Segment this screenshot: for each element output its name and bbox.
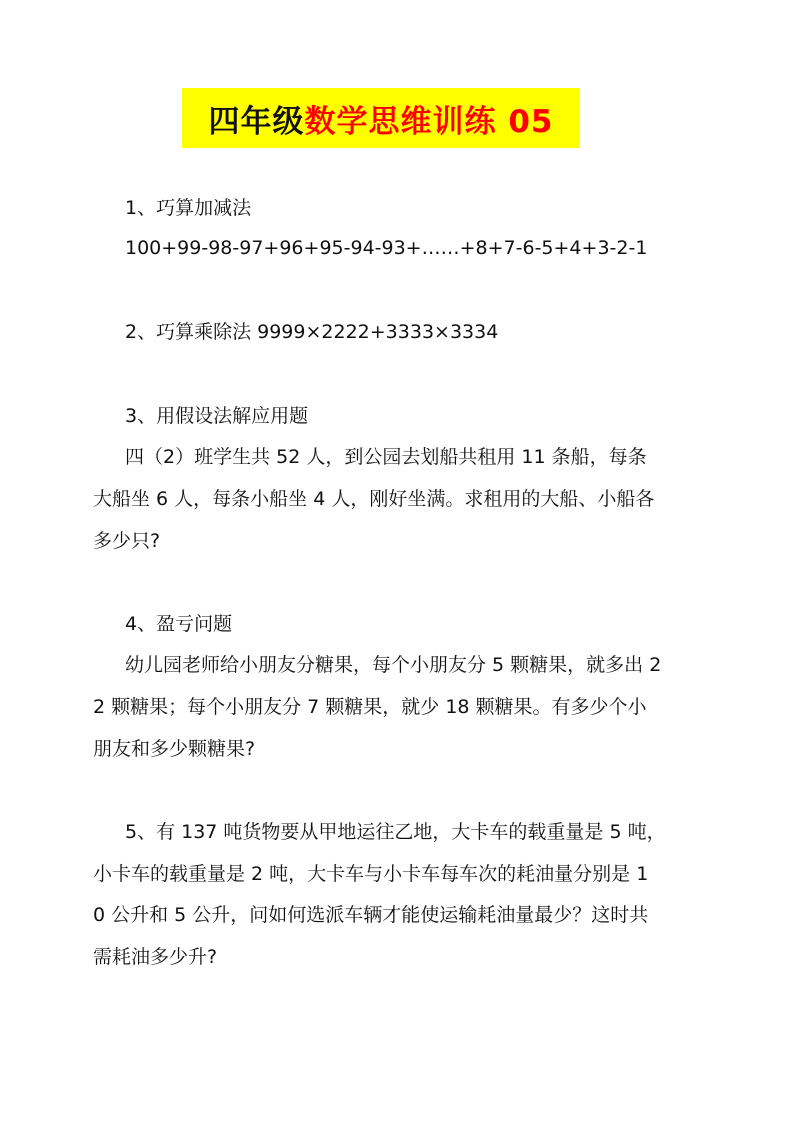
q2-heading: 2、巧算乘除法 9999×2222+3333×3334 [125,321,499,343]
q3-line-3: 多少只? [93,530,161,552]
q5-line-3: 0 公升和 5 公升，问如何选派车辆才能使运输耗油量最少？这时共 [93,904,649,926]
q3-heading: 3、用假设法解应用题 [125,405,309,427]
q4-line-3: 朋友和多少颗糖果? [93,738,256,760]
q5-line-2: 小卡车的载重量是 2 吨，大卡车与小卡车每车次的耗油量分别是 1 [93,863,649,885]
q4-line-2: 2 颗糖果；每个小朋友分 7 颗糖果，就少 18 颗糖果。有多少个小 [93,696,647,718]
title-banner [182,88,580,148]
q4-line-1: 幼儿园老师给小朋友分糖果，每个小朋友分 5 颗糖果，就多出 2 [125,654,662,676]
q3-line-2: 大船坐 6 人，每条小船坐 4 人，刚好坐满。求租用的大船、小船各 [93,488,655,510]
q1-heading: 1、巧算加减法 [125,197,252,219]
title-subject: 数学思维训练 05 [304,103,554,140]
q4-heading: 4、盈亏问题 [125,613,233,635]
q1-body: 100+99-98-97+96+95-94-93+……+8+7-6-5+4+3-2-1 [125,237,648,259]
title-grade: 四年级 [208,103,305,140]
page-title [209,96,554,141]
q5-line-4: 需耗油多少升? [93,946,218,968]
q3-line-1: 四（2）班学生共 52 人，到公园去划船共租用 11 条船，每条 [125,446,647,468]
q5-line-1: 5、有 137 吨货物要从甲地运往乙地，大卡车的载重量是 5 吨， [125,821,666,843]
